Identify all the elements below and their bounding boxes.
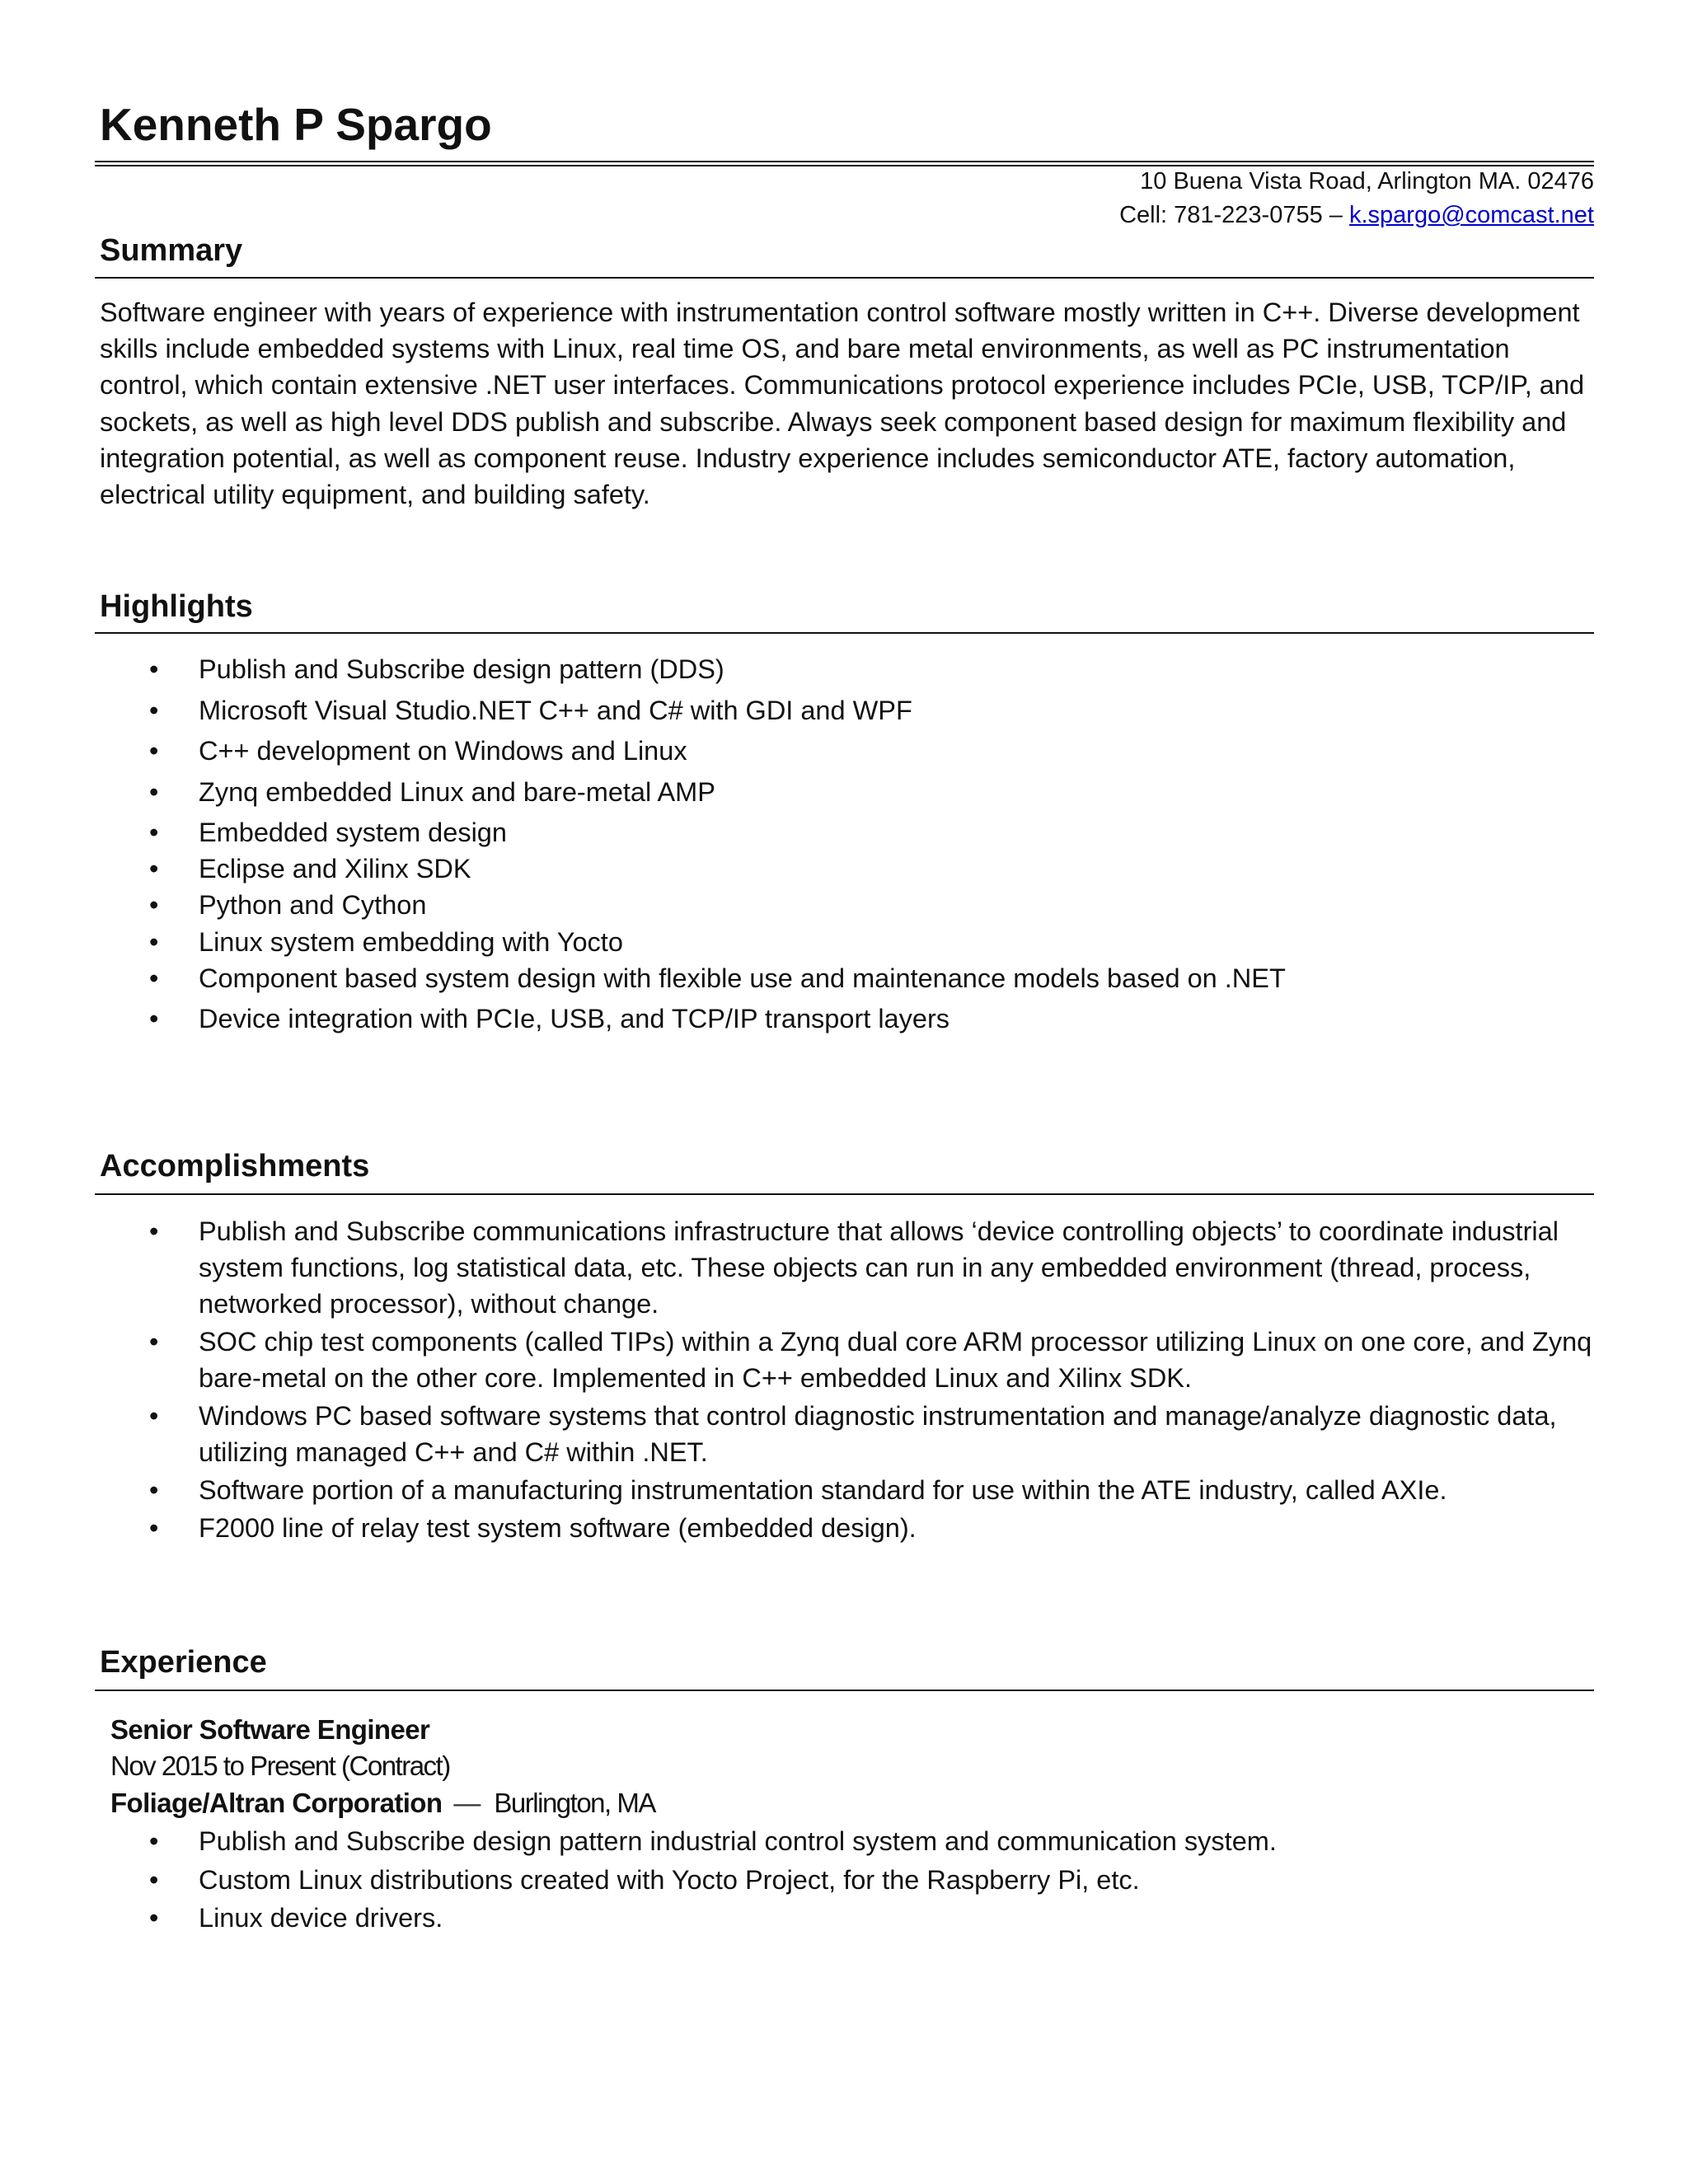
candidate-name: Kenneth P Spargo	[100, 99, 492, 150]
bullet-icon: •	[149, 736, 159, 766]
bullet-icon: •	[149, 1474, 159, 1505]
highlight-item: • Publish and Subscribe design pattern (DDS)	[0, 651, 1600, 687]
section-title-experience: Experience	[100, 1645, 267, 1680]
job-dates: Nov 2015 to Present (Contract)	[110, 1750, 450, 1781]
job-duties-list	[0, 1823, 1688, 1936]
highlight-item: • Embedded system design	[0, 814, 1600, 851]
bullet-icon: •	[149, 695, 159, 725]
bullet-icon: •	[149, 1826, 159, 1856]
accomplishment-item: • Windows PC based software systems that control diagnostic instrumentation and manage/analyze diagnostic data, utilizing managed C++ and C# within .NET.	[0, 1398, 1600, 1470]
bullet-icon: •	[149, 1864, 159, 1895]
highlight-item: • Python and Cython	[0, 887, 1600, 923]
bullet-icon: •	[149, 1327, 159, 1357]
company-separator: —	[453, 1788, 481, 1818]
bullet-icon: •	[149, 1216, 159, 1246]
section-title-accomplishments: Accomplishments	[100, 1149, 370, 1183]
section-title-highlights: Highlights	[100, 589, 253, 624]
bullet-icon: •	[149, 776, 159, 807]
highlight-item: • Zynq embedded Linux and bare-metal AMP	[0, 774, 1600, 810]
section-rule-summary	[95, 277, 1594, 279]
bullet-icon: •	[149, 890, 159, 921]
accomplishments-list	[0, 1213, 1688, 1546]
bullet-icon: •	[149, 818, 159, 847]
bullet-icon: •	[149, 854, 159, 884]
accomplishment-item: • F2000 line of relay test system software (embedded design).	[0, 1510, 1600, 1546]
bullet-icon: •	[149, 1004, 159, 1034]
highlight-item: • Eclipse and Xilinx SDK	[0, 851, 1600, 887]
job-duty-item: • Linux device drivers.	[0, 1900, 1600, 1936]
section-rule-accomplishments	[95, 1193, 1594, 1195]
job-duty-item: • Custom Linux distributions created with Yocto Project, for the Raspberry Pi, etc.	[0, 1862, 1600, 1898]
section-rule-experience	[95, 1690, 1594, 1691]
job-location: Burlington, MA	[494, 1788, 655, 1818]
email-link[interactable]: k.spargo@comcast.net	[1348, 202, 1594, 228]
bullet-icon: •	[149, 1512, 159, 1543]
bullet-icon: •	[149, 963, 159, 993]
job-company-row	[110, 1785, 655, 1821]
highlight-item: • Linux system embedding with Yocto	[0, 924, 1600, 960]
highlight-item: • Device integration with PCIe, USB, and TCP/IP transport layers	[0, 1001, 1600, 1037]
job-title: Senior Software Engineer	[110, 1714, 430, 1745]
bullet-icon: •	[149, 1903, 159, 1933]
accomplishment-item: • SOC chip test components (called TIPs) within a Zynq dual core ARM processor utilizing Linux on one core, and Zynq bare-metal on the other core. Implemented in C++ embedded Linux and Xilinx SDK.	[0, 1324, 1600, 1396]
highlight-item: • C++ development on Windows and Linux	[0, 733, 1600, 769]
highlights-list	[0, 651, 1688, 1038]
bullet-icon: •	[149, 654, 159, 684]
bullet-icon: •	[149, 1401, 159, 1432]
phone-text: Cell: 781-223-0755 –	[1119, 202, 1349, 228]
accomplishment-item: • Publish and Subscribe communications infrastructure that allows ‘device controlling objects’ to coordinate industrial system functions, log statistical data, etc. These objects can run in any embedded environment (thread, process, networked processor), without change.	[0, 1213, 1600, 1323]
phone-email-line	[1119, 199, 1594, 232]
accomplishment-item: • Software portion of a manufacturing instrumentation standard for use within the ATE industry, called AXIe.	[0, 1472, 1600, 1508]
job-company: Foliage/Altran Corporation	[110, 1788, 443, 1818]
highlight-item: • Microsoft Visual Studio.NET C++ and C# with GDI and WPF	[0, 692, 1600, 729]
job-duty-item: • Publish and Subscribe design pattern industrial control system and communication system.	[0, 1823, 1600, 1859]
section-title-summary: Summary	[100, 233, 243, 268]
section-rule-highlights	[95, 632, 1594, 634]
summary-paragraph: Software engineer with years of experience with instrumentation control software mostly written in C++. Diverse development skills include embedded systems with Linux, real time OS, and bare metal environments, as well as PC instrumentation control, which contain extensive .NET user interfaces. Communications protocol experience includes PCIe, USB, TCP/IP, and sockets, as well as high level DDS publish and subscribe. Always seek component based design for maximum flexibility and integration potential, as well as component reuse. Industry experience includes semiconductor ATE, factory automation, electrical utility equipment, and building safety.	[100, 298, 1585, 510]
highlight-item: • Component based system design with flexible use and maintenance models based on .NET	[0, 960, 1600, 996]
bullet-icon: •	[149, 926, 159, 957]
contact-block	[1119, 165, 1594, 232]
address-line: 10 Buena Vista Road, Arlington MA. 02476	[1140, 168, 1594, 194]
